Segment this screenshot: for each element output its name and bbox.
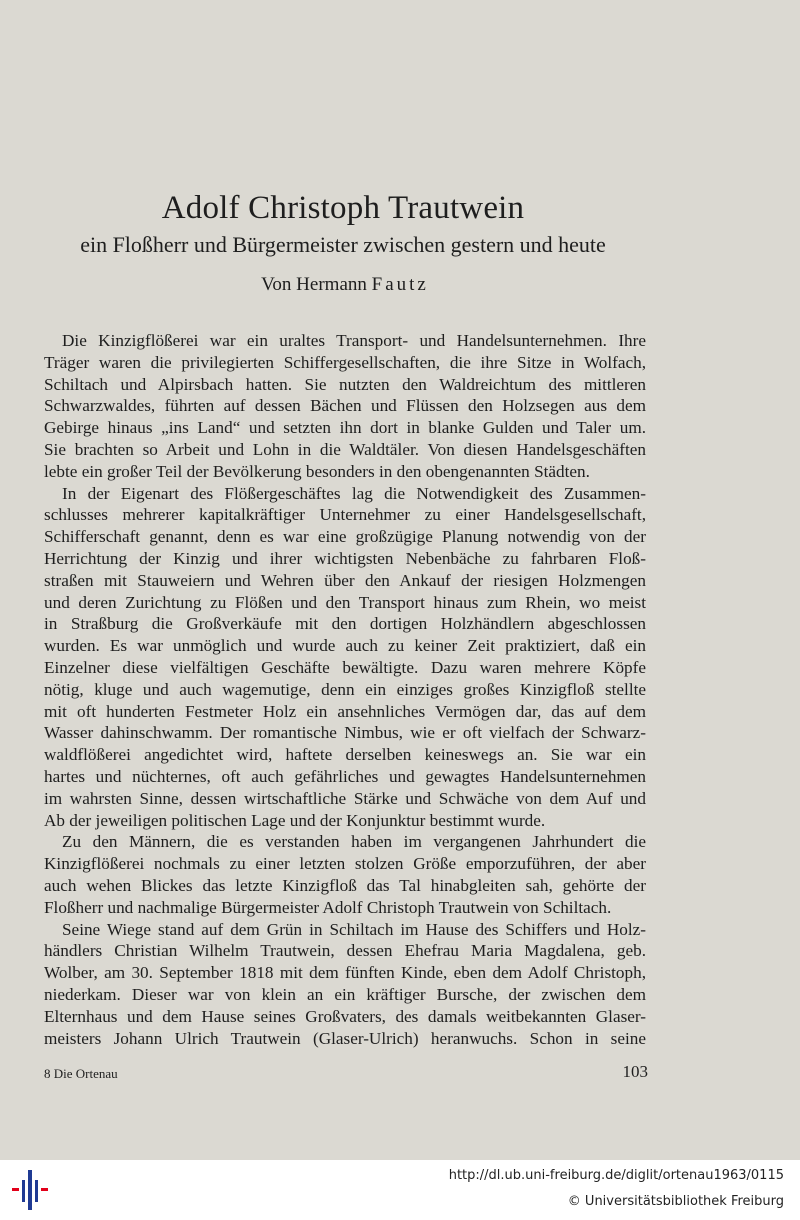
- text-line: niederkam. Dieser war von klein an ein kräftiger Bursche, der zwischen dem: [44, 984, 646, 1004]
- article-title: Adolf Christoph Trautwein: [161, 190, 525, 226]
- text-line: hartes und nüchternes, oft auch gefährliches und gewagtes Handelsunternehmen: [44, 766, 646, 786]
- text-line: Träger waren die privilegierten Schiffergesellschaften, die ihre Sitze in Wolfach,: [44, 352, 646, 372]
- text-line: händlers Christian Wilhelm Trautwein, dessen Ehefrau Maria Magdalena, geb.: [44, 941, 646, 961]
- copyright-notice: © Universitätsbibliothek Freiburg: [567, 1194, 784, 1209]
- page-number: 103: [622, 1062, 648, 1081]
- text-line: Zu den Männern, die es verstanden haben im vergangenen Jahrhundert die: [62, 832, 646, 852]
- text-line: waldflößerei angedichtet wird, haftete derselben keineswegs an. Sie war ein: [44, 745, 646, 765]
- text-line: meisters Johann Ulrich Trautwein (Glaser-Ulrich) heranwuchs. Schon in seine: [44, 1028, 646, 1048]
- text-line: Seine Wiege stand auf dem Grün in Schiltach im Hause des Schiffers und Holz-: [62, 919, 646, 939]
- text-line: lebte ein großer Teil der Bevölkerung besonders in den obengenannten Städten.: [44, 461, 590, 481]
- text-line: Sie brachten so Arbeit und Lohn in die Waldtäler. Von diesen Handelsgeschäften: [44, 439, 646, 459]
- body-text: [44, 330, 646, 1049]
- text-line: Elternhaus und dem Hause seines Großvaters, des damals weitbekannten Glaser-: [44, 1006, 646, 1026]
- text-line: Gebirge hinaus „ins Land“ und setzten ihn dort in blanke Gulden und Taler um.: [44, 418, 646, 438]
- university-logo-icon: [10, 1168, 50, 1212]
- text-line: Wolber, am 30. September 1818 mit dem fünften Kinde, eben dem Adolf Christoph,: [44, 963, 646, 983]
- text-line: Schifferschaft genannt, denn es war eine großzügige Planung notwendig von der: [44, 527, 646, 547]
- text-line: Schwarzwaldes, führten auf dessen Bächen und Flüssen den Holzsegen aus dem: [44, 396, 646, 416]
- text-line: Die Kinzigflößerei war ein uraltes Transport- und Handelsunternehmen. Ihre: [62, 331, 646, 350]
- text-line: wurden. Es war unmöglich und wurde auch zu keiner Zeit praktiziert, daß ein: [44, 636, 646, 656]
- text-line: mit oft hunderten Festmeter Holz ein ansehnliches Vermögen dar, das auf dem: [44, 701, 646, 721]
- author-line: [0, 274, 690, 296]
- author-prefix: Von Hermann: [261, 274, 367, 295]
- text-line: nötig, kluge und auch wagemutige, denn ein einziges großes Kinzigfloß stellte: [44, 679, 646, 699]
- text-line: Wasser dahinschwamm. Der romantische Nimbus, wie er oft vielfach der Schwarz-: [44, 723, 646, 743]
- text-line: Herrichtung der Kinzig und ihrer wichtigsten Nebenbäche zu fahrbaren Floß-: [44, 548, 646, 568]
- printer-signature: 8 Die Ortenau: [44, 1066, 118, 1081]
- article-subtitle: ein Floßherr und Bürgermeister zwischen gestern und heute: [80, 232, 606, 257]
- text-line: im wahrsten Sinne, dessen wirtschaftliche Stärke und Schwäche von dem Auf und: [44, 788, 646, 808]
- permalink-link[interactable]: http://dl.ub.uni-freiburg.de/diglit/ortenau1963/0115: [448, 1168, 784, 1183]
- text-line: Floßherr und nachmalige Bürgermeister Adolf Christoph Trautwein von Schiltach.: [44, 897, 612, 917]
- text-line: Kinzigflößerei nochmals zu einer letzten stolzen Größe emporzuführen, der aber: [44, 854, 646, 874]
- text-line: Ab der jeweiligen politischen Lage und der Konjunktur bestimmt wurde.: [44, 810, 546, 830]
- text-line: und deren Zurichtung zu Flößen und den Transport hinaus zum Rhein, wo meist: [44, 592, 646, 612]
- author-name: Fautz: [371, 274, 429, 295]
- text-line: Schiltach und Alpirsbach hatten. Sie nutzten den Waldreichtum des mittleren: [44, 374, 646, 394]
- text-line: schlusses mehrerer kapitalkräftiger Unternehmer zu einer Handelsgesellschaft,: [44, 505, 646, 525]
- text-line: in Straßburg die Großverkäufe mit den dortigen Holzhändlern abgeschlossen: [44, 614, 646, 634]
- text-line: straßen mit Stauweiern und Wehren über den Ankauf der riesigen Holzmengen: [44, 570, 646, 590]
- text-line: Einzelner diese vielfältigen Geschäfte bewältigte. Dazu waren mehrere Köpfe: [44, 657, 646, 677]
- viewer-footer: [0, 1160, 800, 1220]
- text-line: In der Eigenart des Flößergeschäftes lag die Notwendigkeit des Zusammen-: [62, 483, 646, 503]
- text-line: auch wehen Blickes das letzte Kinzigfloß das Tal hinabgleiten sah, gehörte der: [44, 875, 646, 895]
